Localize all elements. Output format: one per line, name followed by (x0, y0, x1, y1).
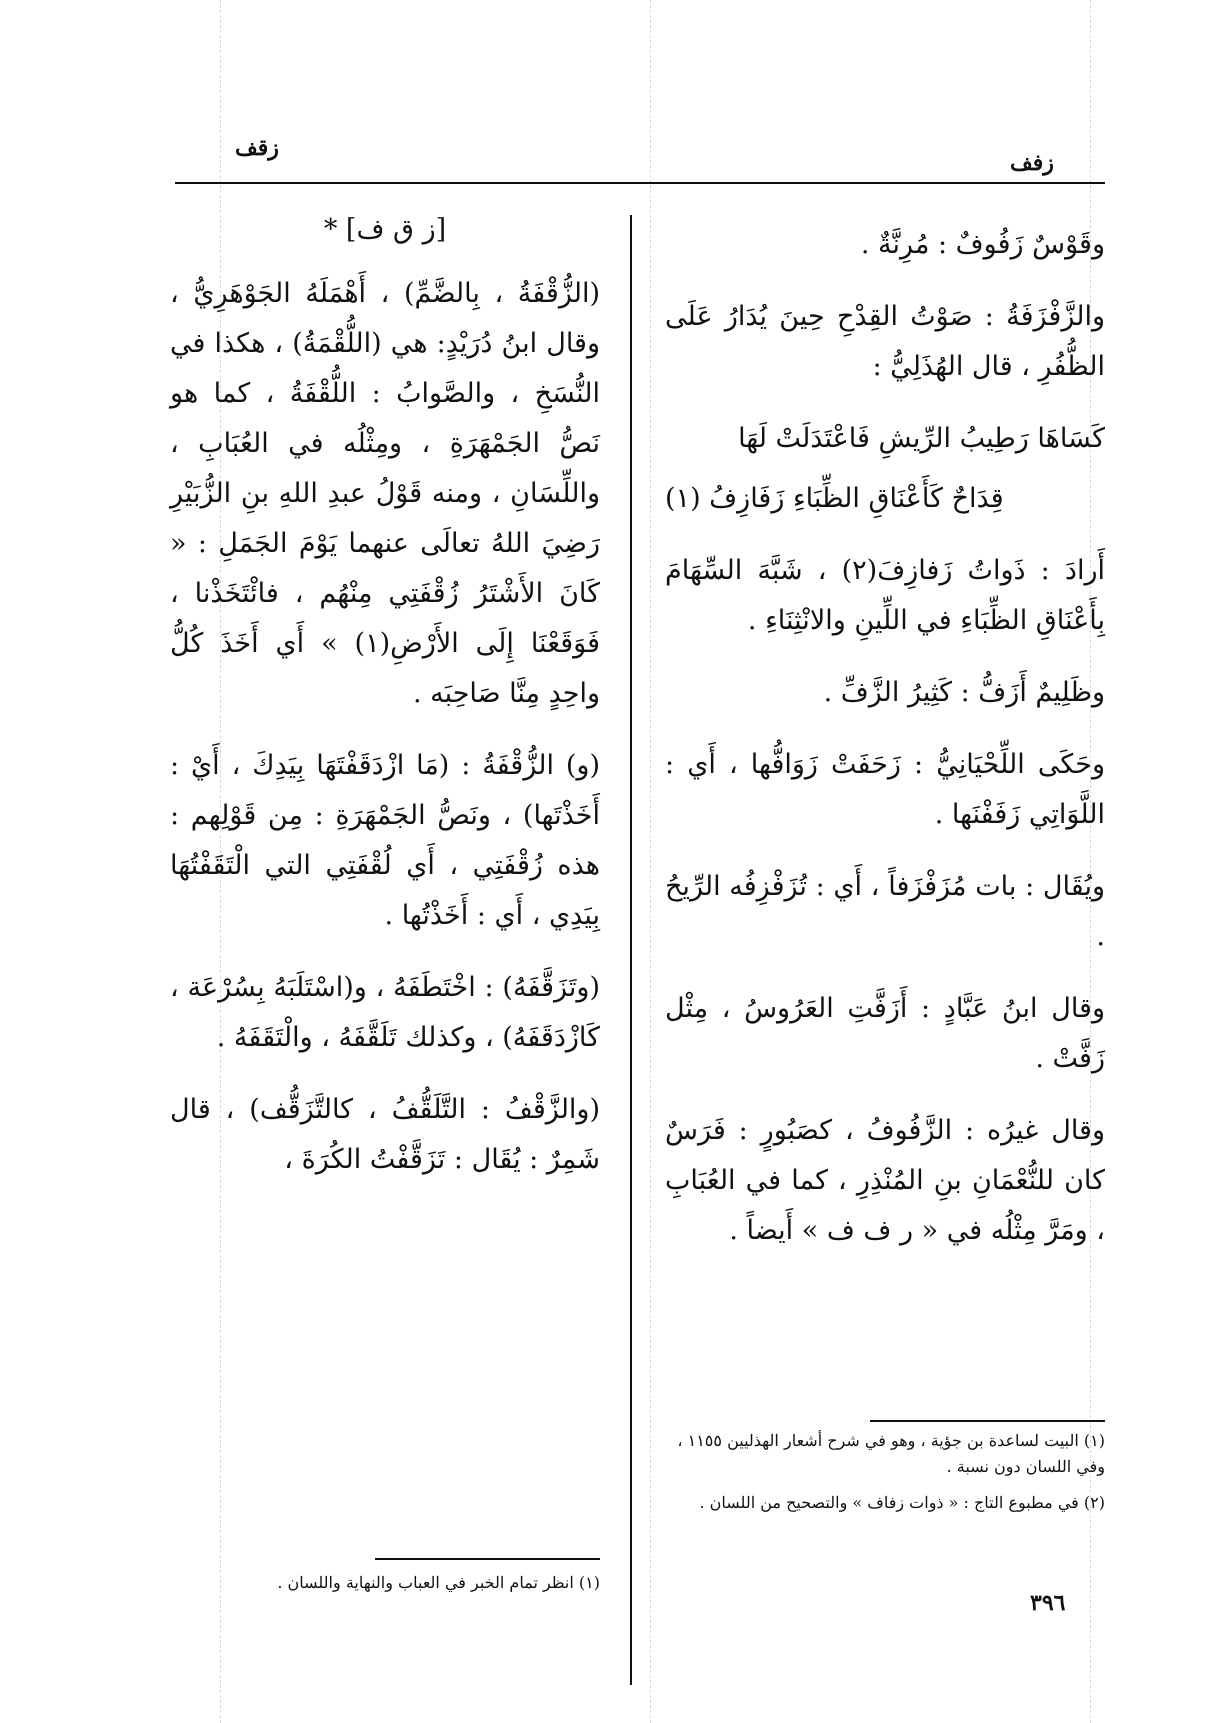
paragraph: ويُقَال : بات مُزَفْزَفاً ، أَي : تُزَفْزِفُه الرِّيحُ . (665, 871, 1105, 952)
paragraph: (و) الزُّقْفَةُ : (مَا ازْدَقَفْتَهَا بِيَدِكَ ، أَيْ : أَخَذْتَها) ، ونَصُّ الجَمْهَرَةِ : مِن قَوْلِهم : هذه زُقْفَتِي ، أَي لُقْفَتِي التي الْتَقَفْتُهَا بِيَدِي ، أَي : أَخَذْتُها . (170, 750, 600, 931)
paragraph: (وتَزَقَّفَهُ) : اخْتَطَفَهُ ، و(اسْتَلَبَهُ بِسُرْعَة ، كَازْدَقَفَهُ) ، وكذلك تَلَقَّفَهُ ، والْتَقَفَهُ . (170, 972, 600, 1053)
verse-line: قِدَاحٌ كَأَعْنَاقِ الظِّبَاءِ زَفَازِفُ (١) (665, 483, 1004, 514)
running-header-left: زقف (235, 135, 279, 161)
scan-guide-line (650, 0, 651, 1723)
footnote: (٢) في مطبوع التاج : « ذوات زفاف » والتصحيح من اللسان . (699, 1493, 1105, 1512)
left-column (170, 205, 600, 1207)
entry-title: [ز ق ف] * (323, 214, 447, 245)
footnote-rule (375, 1558, 600, 1560)
paragraph: وقَوْسٌ زَفُوفٌ : مُرِنَّةٌ . (860, 229, 1105, 260)
paragraph: وظَلِيمٌ أَزَفُّ : كَثِيرُ الزَّفِّ . (823, 677, 1105, 708)
paragraph: وحَكَى اللِّحْيَانِيُّ : زَحَفَتْ زَوَافُّها ، أَي : اللَّوَاتِي زَفَفْنَها . (665, 749, 1105, 830)
paragraph: (والزَّقْفُ : التَّلَقُّفُ ، كالتَّزَقُّف) ، قال شَمِرٌ : يُقَال : تَزَقَّفْتُ الكُرَةَ ، (170, 1094, 600, 1175)
verse-line: كَسَاهَا رَطِيبُ الرِّيشِ فَاعْتَدَلَتْ لَهَا (738, 423, 1105, 454)
paragraph: وقال ابنُ عَبَّادٍ : أَزَفَّتِ العَرُوسُ ، مِثْل زَفَّتْ . (665, 993, 1105, 1074)
page-number: ٣٩٦ (1030, 1590, 1066, 1616)
paragraph: والزَّفْزَفَةُ : صَوْتُ القِدْحِ حِينَ يُدَارُ عَلَى الظُّفُرِ ، قال الهُذَلِيُّ : (665, 301, 1105, 382)
footnote-rule (870, 1420, 1105, 1422)
running-header-right: زفف (1010, 150, 1054, 176)
right-column (665, 220, 1105, 1278)
header-rule (175, 182, 1105, 184)
paragraph: (الزُّقْفَةُ ، بِالضَّمِّ) ، أَهْمَلَهُ الجَوْهَرِيُّ ، وقال ابنُ دُرَيْدٍ: هي (اللُّقْمَةُ) ، هكذا في النُّسَخِ ، والصَّوابُ : اللُّقْفَةُ ، كما هو نَصُّ الجَمْهَرَةِ ، ومِثْلُه في العُبَابِ ، واللِّسَانِ ، ومنه قَوْلُ عبدِ اللهِ بنِ الزُّبَيْرِ رَضِيَ اللهُ تعالَى عنهما يَوْمَ الجَمَلِ : « كَانَ الأَشْتَرُ زُقْفَتِي مِنْهُم ، فائْتَخَذْنا ، فَوَقَعْنَا إِلَى الأَرْضِ(١) » أَي أَخَذَ كُلُّ واحِدٍ مِنَّا صَاحِبَه . (170, 278, 600, 709)
paragraph: وقال غيرُه : الزَّفُوفُ ، كصَبُورٍ : فَرَسٌ كان للنُّعْمَانِ بنِ المُنْذِرِ ، كما في العُبَابِ ، ومَرَّ مِثْلُه في « ر ف ف » أَيضاً . (665, 1115, 1105, 1246)
column-divider (630, 215, 632, 1685)
footnote: (١) البيت لساعدة بن جؤية ، وهو في شرح أشعار الهذليين ١١٥٥ ، وفي اللسان دون نسبة . (677, 1431, 1105, 1476)
paragraph: أَرادَ : ذَواتُ زَفازِفَ(٢) ، شَبَّهَ السِّهَامَ بِأَعْنَاقِ الظِّبَاءِ في اللِّينِ والانْثِنَاءِ . (665, 555, 1105, 636)
footnote: (١) انظر تمام الخبر في العباب والنهاية واللسان . (277, 1573, 600, 1592)
